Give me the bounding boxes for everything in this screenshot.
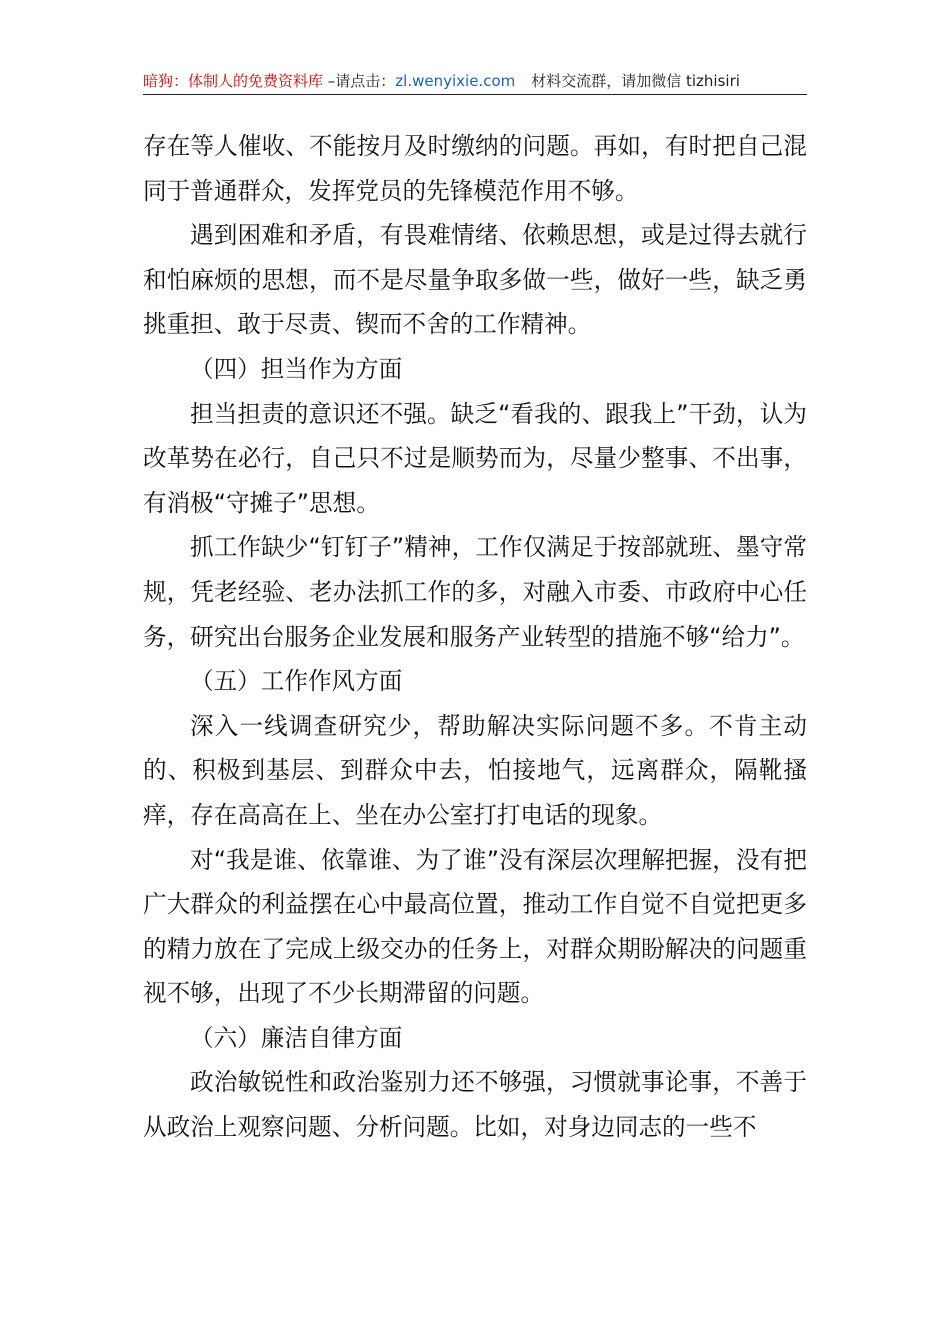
section-heading: （六）廉洁自律方面 (190, 1023, 403, 1052)
header-brand: 暗狗：体制人的免费资料库 (143, 72, 324, 90)
section-heading: （四）担当作为方面 (190, 354, 403, 383)
paragraph: 对“我是谁、依靠谁、为了谁”没有深层次理解把握，没有把广大群众的利益摆在心中最高位置，推动工作自觉不自觉把更多的精力放在了完成上级交办的任务上，对群众期盼解决的问题重视不够，出现了不少长期滞留的问题。 (143, 845, 807, 1008)
paragraph: 抓工作缺少“钉钉子”精神，工作仅满足于按部就班、墨守常规，凭老经验、老办法抓工作的多，对融入市委、市政府中心任务，研究出台服务企业发展和服务产业转型的措施不够“给力”。 (143, 533, 807, 651)
paragraph: 担当担责的意识还不强。缺乏“看我的、跟我上”干劲，认为改革势在必行，自己只不过是顺势而为，尽量少整事、不出事，有消极“守摊子”思想。 (143, 399, 807, 517)
section-heading: （五）工作作风方面 (190, 667, 403, 696)
document-body (143, 124, 807, 1150)
header-prompt: –请点击： (323, 72, 396, 90)
paragraph: 政治敏锐性和政治鉴别力还不够强，习惯就事论事，不善于从政治上观察问题、分析问题。比如，对身边同志的一些不 (143, 1068, 807, 1142)
paragraph: 遇到困难和矛盾，有畏难情绪、依赖思想，或是过得去就行和怕麻烦的思想，而不是尽量争取多做一些，做好一些，缺乏勇挑重担、敢于尽责、锲而不舍的工作精神。 (143, 221, 807, 339)
paragraph: 存在等人催收、不能按月及时缴纳的问题。再如，有时把自己混同于普通群众，发挥党员的先锋模范作用不够。 (143, 132, 807, 205)
header-link[interactable]: zl.wenyixie.com (395, 72, 516, 90)
paragraph: 深入一线调查研究少，帮助解决实际问题不多。不肯主动的、积极到基层、到群众中去，怕接地气，远离群众，隔靴搔痒，存在高高在上、坐在办公室打打电话的现象。 (143, 711, 807, 829)
header-group-info: 材料交流群，请加微信 tizhisiri (531, 72, 740, 90)
page-header (143, 68, 807, 95)
